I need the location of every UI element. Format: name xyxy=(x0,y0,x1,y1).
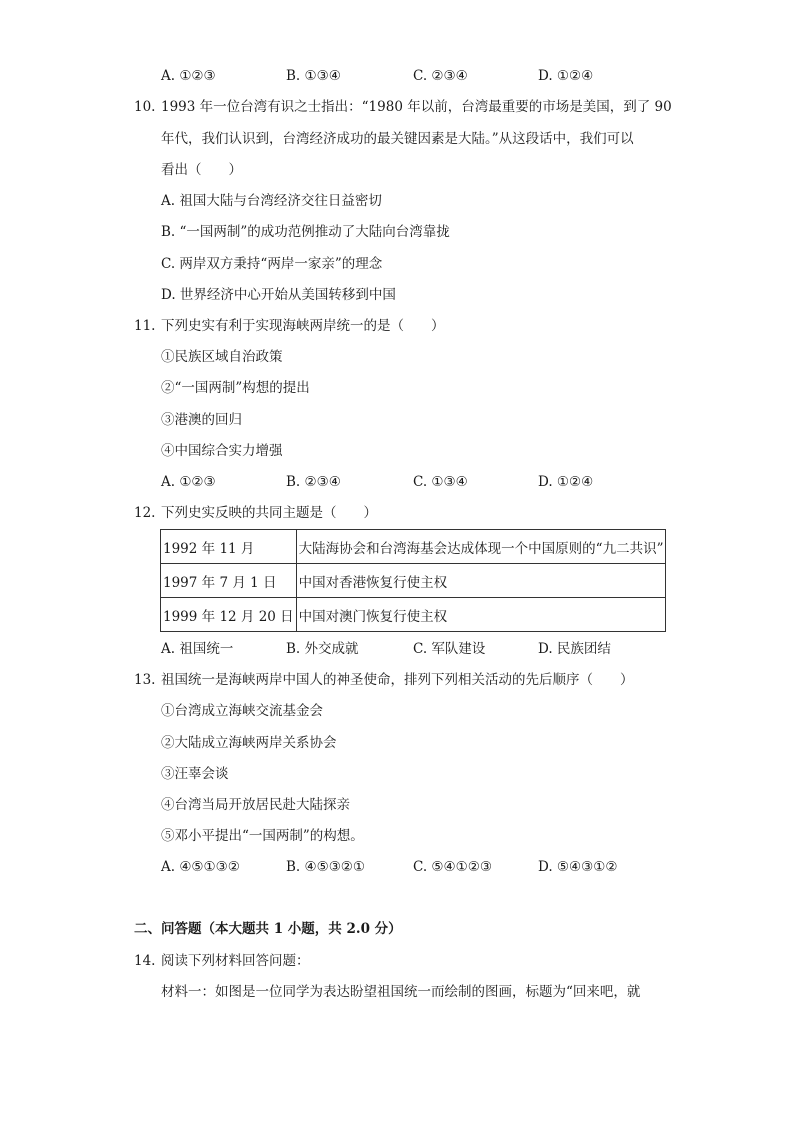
list-item: ④台湾当局开放居民赴大陆探亲 xyxy=(161,797,350,813)
option-a[interactable]: A. ①②③ xyxy=(161,474,216,490)
list-item: ⑤邓小平提出“一国两制”的构想。 xyxy=(161,828,364,844)
table-cell-date: 1999 年 12 月 20 日 xyxy=(161,598,297,632)
option-a[interactable]: A. 祖国统一 xyxy=(161,641,234,657)
option-c[interactable]: C. ①③④ xyxy=(413,474,468,490)
option-b[interactable]: B. ②③④ xyxy=(286,474,341,490)
list-item: ④中国综合实力增强 xyxy=(161,443,283,459)
table-cell-event: 大陆海协会和台湾海基会达成体现一个中国原则的“九二共识” xyxy=(296,530,666,564)
question-stem-line: 看出（ ） xyxy=(161,162,242,178)
table-cell-event: 中国对香港恢复行使主权 xyxy=(296,564,666,598)
table-cell-date: 1992 年 11 月 xyxy=(161,530,297,564)
option-d[interactable]: D. ①②④ xyxy=(538,474,594,490)
option-a[interactable]: A. 祖国大陆与台湾经济交往日益密切 xyxy=(161,193,382,209)
question-number: 12. xyxy=(134,505,156,521)
question-stem: 阅读下列材料回答问题： xyxy=(161,953,310,969)
list-item: ②“一国两制”构想的提出 xyxy=(161,380,310,396)
table-cell-date: 1997 年 7 月 1 日 xyxy=(161,564,297,598)
option-c[interactable]: C. ⑤④①②③ xyxy=(413,859,492,875)
option-a[interactable]: A. ①②③ xyxy=(161,68,216,84)
option-b[interactable]: B. ①③④ xyxy=(286,68,341,84)
list-item: ③港澳的回归 xyxy=(161,412,242,428)
list-item: ①民族区域自治政策 xyxy=(161,349,283,365)
list-item: ①台湾成立海峡交流基金会 xyxy=(161,703,323,719)
table-cell-event: 中国对澳门恢复行使主权 xyxy=(296,598,666,632)
table-row xyxy=(161,598,666,632)
history-facts-table xyxy=(160,529,666,632)
question-number: 14. xyxy=(134,953,156,969)
option-b[interactable]: B. ④⑤③②① xyxy=(286,859,366,875)
option-d[interactable]: D. ①②④ xyxy=(538,68,594,84)
option-b[interactable]: B. 外交成就 xyxy=(286,641,359,657)
option-c[interactable]: C. ②③④ xyxy=(413,68,468,84)
option-d[interactable]: D. ⑤④③①② xyxy=(538,859,618,875)
list-item: ③汪辜会谈 xyxy=(161,766,229,782)
option-d[interactable]: D. 民族团结 xyxy=(538,641,611,657)
list-item: ②大陆成立海峡两岸关系协会 xyxy=(161,735,337,751)
option-d[interactable]: D. 世界经济中心开始从美国转移到中国 xyxy=(161,287,396,303)
section-heading: 二、问答题（本大题共 1 小题，共 2.0 分） xyxy=(134,921,402,937)
table-row xyxy=(161,530,666,564)
question-number: 11. xyxy=(134,318,156,334)
question-stem: 祖国统一是海峡两岸中国人的神圣使命，排列下列相关活动的先后顺序（ ） xyxy=(161,672,634,688)
option-b[interactable]: B. “一国两制”的成功范例推动了大陆向台湾靠拢 xyxy=(161,224,450,240)
question-number: 13. xyxy=(134,672,156,688)
table-row xyxy=(161,564,666,598)
question-stem-line: 1993 年一位台湾有识之士指出：“1980 年以前，台湾最重要的市场是美国，到了 90 xyxy=(161,99,672,115)
material-text: 材料一：如图是一位同学为表达盼望祖国统一而绘制的图画，标题为“回来吧，就 xyxy=(161,984,641,1000)
option-c[interactable]: C. 军队建设 xyxy=(413,641,486,657)
question-stem: 下列史实有利于实现海峡两岸统一的是（ ） xyxy=(161,318,445,334)
question-number: 10. xyxy=(134,99,156,115)
question-stem-line: 年代，我们认识到，台湾经济成功的最关键因素是大陆。”从这段话中，我们可以 xyxy=(161,131,634,147)
option-a[interactable]: A. ④⑤①③② xyxy=(161,859,240,875)
question-stem: 下列史实反映的共同主题是（ ） xyxy=(161,505,377,521)
option-c[interactable]: C. 两岸双方秉持“两岸一家亲”的理念 xyxy=(161,256,383,272)
